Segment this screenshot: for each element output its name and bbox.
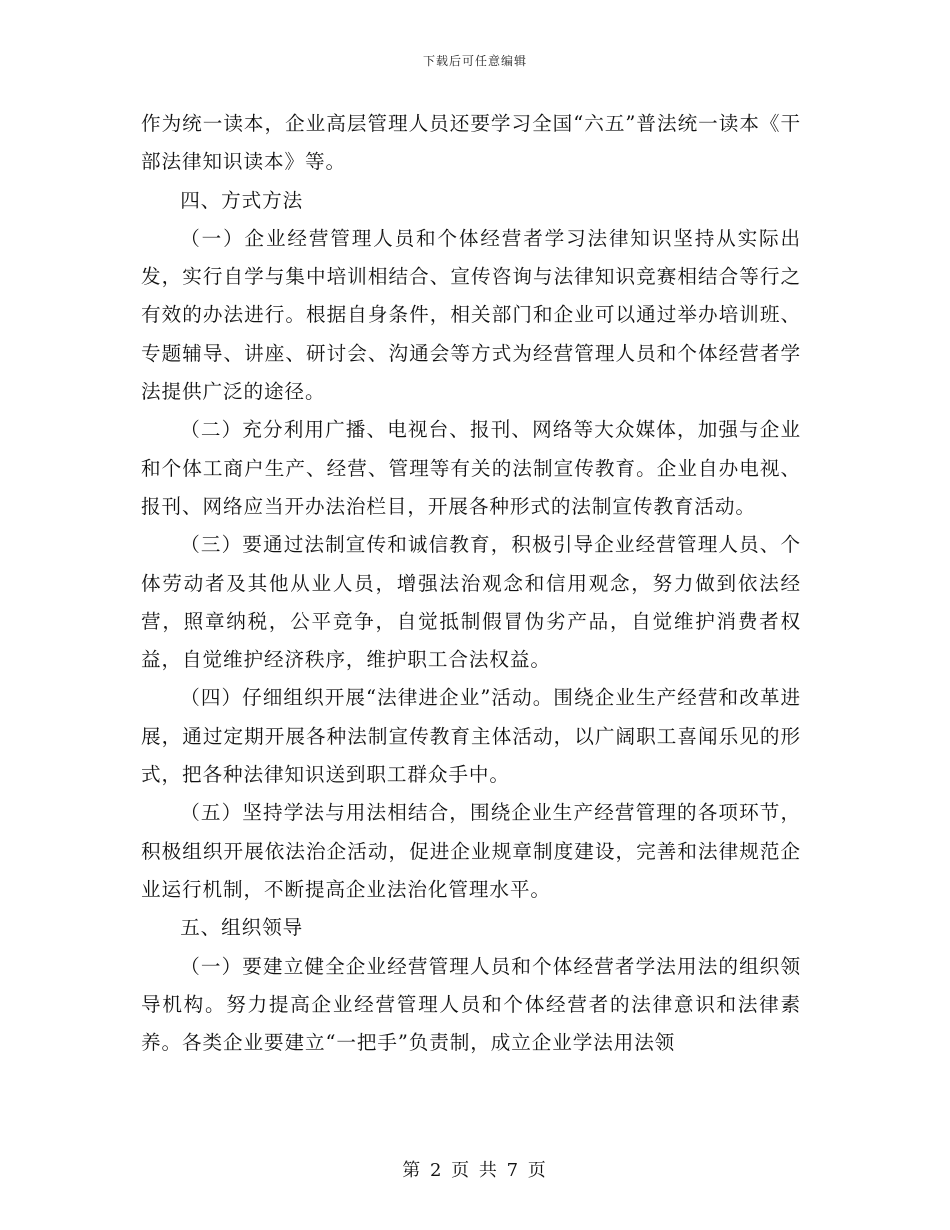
paragraph: 作为统一读本，企业高层管理人员还要学习全国“六五”普法统一读本《干部法律知识读本》等。 [141, 112, 801, 174]
section-heading: 四、方式方法 [180, 188, 304, 212]
page-number-middle: 页 共 [451, 1160, 499, 1181]
page-number-suffix: 页 [527, 1160, 548, 1181]
total-pages-number: 7 [506, 1160, 521, 1181]
page-footer [0, 1156, 950, 1182]
paragraph: （一）企业经营管理人员和个体经营者学习法律知识坚持从实际出发，实行自学与集中培训相结合、宣传咨询与法律知识竞赛相结合等行之有效的办法进行。根据自身条件，相关部门和企业可以通过举办培训班、专题辅导、讲座、研讨会、沟通会等方式为经营管理人员和个体经营者学法提供广泛的途径。 [141, 226, 801, 404]
paragraph: （四）仔细组织开展“法律进企业”活动。围绕企业生产经营和改革进展，通过定期开展各种法制宣传教育主体活动，以广阔职工喜闻乐见的形式，把各种法律知识送到职工群众手中。 [141, 686, 801, 787]
paragraph: （二）充分利用广播、电视台、报刊、网络等大众媒体，加强与企业和个体工商户生产、经营、管理等有关的法制宣传教育。企业自办电视、报刊、网络应当开办法治栏目，开展各种形式的法制宣传教育活动。 [141, 418, 801, 518]
document-body [141, 105, 801, 1062]
page-number-prefix: 第 [402, 1160, 423, 1181]
page-header: 下载后可任意编辑 [422, 54, 527, 68]
paragraph: （五）坚持学法与用法相结合，围绕企业生产经营管理的各项环节，积极组织开展依法治企活动，促进企业规章制度建设，完善和法律规范企业运行机制，不断提高企业法治化管理水平。 [141, 801, 801, 901]
section-heading: 五、组织领导 [180, 916, 304, 940]
current-page-number: 2 [429, 1160, 444, 1181]
paragraph: （一）要建立健全企业经营管理人员和个体经营者学法用法的组织领导机构。努力提高企业经营管理人员和个体经营者的法律意识和法律素养。各类企业要建立“一把手”负责制，成立企业学法用法领 [141, 954, 801, 1055]
paragraph: （三）要通过法制宣传和诚信教育，积极引导企业经营管理人员、个体劳动者及其他从业人员，增强法治观念和信用观念，努力做到依法经营，照章纳税，公平竞争，自觉抵制假冒伪劣产品，自觉维护消费者权益，自觉维护经济秩序，维护职工合法权益。 [141, 533, 801, 672]
